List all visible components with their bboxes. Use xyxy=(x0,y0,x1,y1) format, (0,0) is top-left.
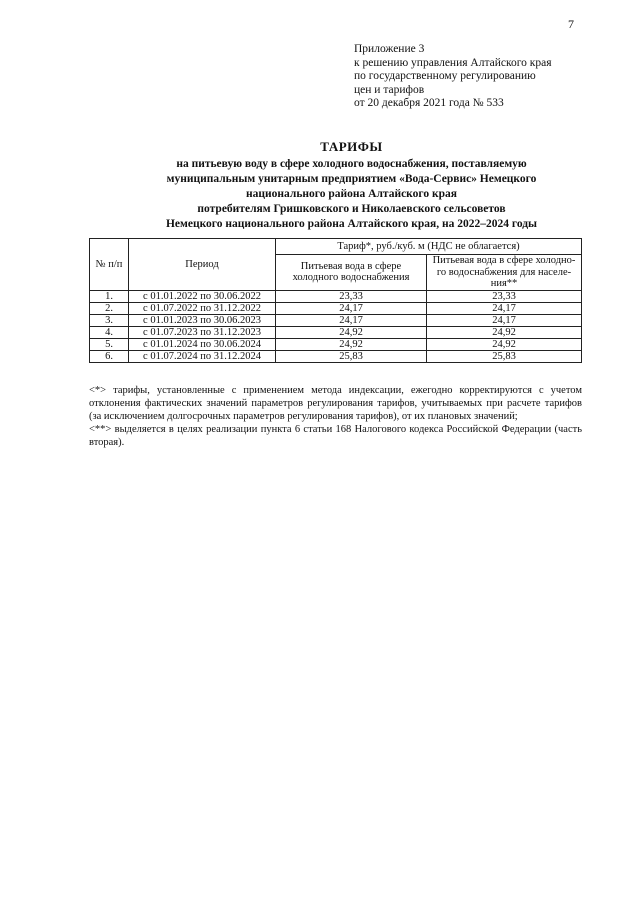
cell-water-tariff: 24,17 xyxy=(276,302,427,314)
appendix-line: от 20 декабря 2021 года № 533 xyxy=(354,97,504,110)
cell-population-tariff: 24,92 xyxy=(427,326,582,338)
header-number: № п/п xyxy=(90,239,129,291)
footnote-1: <*> тарифы, установленные с применением метода индексации, ежегодно корректируются с учетом отклонения фактических значений параметров регулирования тарифов, учитываемых при расчете тарифов (за исключением долгосрочных параметров регулирования тарифов), от их плановых значений; xyxy=(89,385,582,422)
cell-water-tariff: 24,92 xyxy=(276,326,427,338)
footnote-2: <**> выделяется в целях реализации пункта 6 статьи 168 Налогового кодекса Российской Федерации (часть вторая). xyxy=(89,424,582,448)
cell-period: с 01.01.2024 по 30.06.2024 xyxy=(129,338,276,350)
cell-water-tariff: 25,83 xyxy=(276,350,427,362)
subtitle-line: потребителям Гришковского и Николаевского сельсоветов xyxy=(197,203,506,215)
footnotes xyxy=(89,384,582,449)
cell-population-tariff: 24,92 xyxy=(427,338,582,350)
table-row xyxy=(90,302,582,314)
appendix-reference xyxy=(354,43,552,111)
table-row xyxy=(90,350,582,362)
header-tariff: Тариф*, руб./куб. м (НДС не облагается) xyxy=(276,239,582,255)
subtitle-line: муниципальным унитарным предприятием «Вода-Сервис» Немецкого xyxy=(166,173,537,185)
cell-number: 6. xyxy=(90,350,129,362)
cell-population-tariff: 23,33 xyxy=(427,290,582,302)
cell-population-tariff: 24,17 xyxy=(427,314,582,326)
header-period: Период xyxy=(129,239,276,291)
table-row xyxy=(90,290,582,302)
appendix-line: по государственному регулированию xyxy=(354,70,536,83)
appendix-line: цен и тарифов xyxy=(354,83,425,96)
cell-period: с 01.01.2022 по 30.06.2022 xyxy=(129,290,276,302)
document-title-block xyxy=(0,139,639,232)
cell-number: 3. xyxy=(90,314,129,326)
subtitle-line: национального района Алтайского края xyxy=(246,188,457,200)
cell-population-tariff: 24,17 xyxy=(427,302,582,314)
cell-number: 5. xyxy=(90,338,129,350)
cell-number: 1. xyxy=(90,290,129,302)
table-row xyxy=(90,314,582,326)
page-number: 7 xyxy=(568,17,574,31)
cell-water-tariff: 24,17 xyxy=(276,314,427,326)
cell-period: с 01.07.2023 по 31.12.2023 xyxy=(129,326,276,338)
table-row xyxy=(90,338,582,350)
cell-period: с 01.07.2022 по 31.12.2022 xyxy=(129,302,276,314)
tariff-table xyxy=(89,238,582,363)
table-row xyxy=(90,326,582,338)
header-water: Питьевая вода в сфере холодного водоснабжения xyxy=(276,255,427,291)
cell-period: с 01.01.2023 по 30.06.2023 xyxy=(129,314,276,326)
cell-number: 2. xyxy=(90,302,129,314)
cell-number: 4. xyxy=(90,326,129,338)
table-header-row xyxy=(90,239,582,255)
cell-water-tariff: 24,92 xyxy=(276,338,427,350)
appendix-line: к решению управления Алтайского края xyxy=(354,56,552,69)
header-population: Питьевая вода в сфере холодно-го водоснабжения для населе-ния** xyxy=(427,255,582,291)
cell-period: с 01.07.2024 по 31.12.2024 xyxy=(129,350,276,362)
subtitle-line: на питьевую воду в сфере холодного водоснабжения, поставляемую xyxy=(176,158,527,170)
subtitle-line: Немецкого национального района Алтайского края, на 2022–2024 годы xyxy=(165,218,538,230)
appendix-line: Приложение 3 xyxy=(354,43,425,55)
cell-water-tariff: 23,33 xyxy=(276,290,427,302)
document-title: ТАРИФЫ xyxy=(320,139,383,154)
cell-population-tariff: 25,83 xyxy=(427,350,582,362)
